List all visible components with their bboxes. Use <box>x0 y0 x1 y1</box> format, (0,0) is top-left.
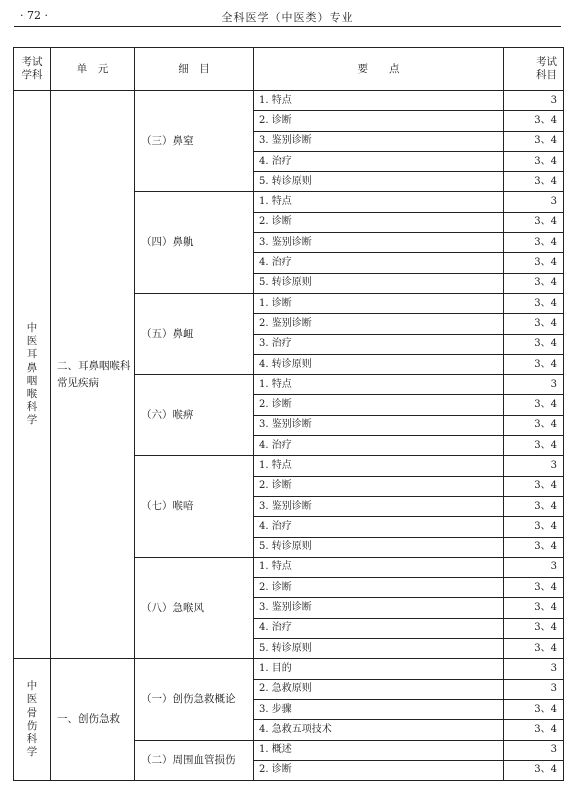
point-cell: 3. 鉴别诊断 <box>254 496 504 516</box>
level-cell: 3 <box>504 192 564 212</box>
point-cell: 1. 特点 <box>254 375 504 395</box>
table-body <box>14 91 564 781</box>
column-header-subject-text: 考试学科 <box>21 56 43 81</box>
column-header-unit: 单 元 <box>51 48 135 91</box>
level-cell: 3 <box>504 557 564 577</box>
syllabus-table <box>13 47 564 781</box>
point-cell: 1. 特点 <box>254 557 504 577</box>
detail-cell: （七）喉喑 <box>135 456 254 557</box>
point-cell: 4. 急救五项技术 <box>254 720 504 740</box>
detail-cell: （五）鼻衄 <box>135 293 254 374</box>
level-cell: 3、4 <box>504 598 564 618</box>
point-cell: 1. 特点 <box>254 91 504 111</box>
detail-cell: （四）鼻鼽 <box>135 192 254 293</box>
unit-cell: 一、创伤急救 <box>51 659 135 781</box>
detail-cell: （三）鼻窒 <box>135 91 254 192</box>
level-cell: 3、4 <box>504 415 564 435</box>
table-header-row <box>14 48 564 91</box>
level-cell: 3、4 <box>504 354 564 374</box>
point-cell: 5. 转诊原则 <box>254 172 504 192</box>
point-cell: 3. 鉴别诊断 <box>254 233 504 253</box>
page-title: 全科医学（中医类）专业 <box>221 11 354 24</box>
table-row <box>14 659 564 679</box>
level-cell: 3 <box>504 91 564 111</box>
unit-cell: 二、耳鼻咽喉科常见疾病 <box>51 91 135 659</box>
level-cell: 3、4 <box>504 293 564 313</box>
level-cell: 3、4 <box>504 476 564 496</box>
level-cell: 3、4 <box>504 436 564 456</box>
point-cell: 1. 特点 <box>254 192 504 212</box>
subject-cell <box>14 659 51 781</box>
column-header-subject <box>14 48 51 91</box>
detail-cell: （六）喉痹 <box>135 375 254 456</box>
point-cell: 2. 诊断 <box>254 111 504 131</box>
level-cell: 3 <box>504 740 564 760</box>
point-cell: 5. 转诊原则 <box>254 639 504 659</box>
point-cell: 1. 特点 <box>254 456 504 476</box>
point-cell: 2. 鉴别诊断 <box>254 314 504 334</box>
level-cell: 3、4 <box>504 395 564 415</box>
level-cell: 3、4 <box>504 760 564 780</box>
point-cell: 5. 转诊原则 <box>254 537 504 557</box>
point-cell: 3. 鉴别诊断 <box>254 131 504 151</box>
level-cell: 3、4 <box>504 496 564 516</box>
level-cell: 3、4 <box>504 334 564 354</box>
point-cell: 4. 治疗 <box>254 253 504 273</box>
level-cell: 3、4 <box>504 618 564 638</box>
point-cell: 4. 治疗 <box>254 151 504 171</box>
level-cell: 3、4 <box>504 517 564 537</box>
point-cell: 2. 诊断 <box>254 476 504 496</box>
level-cell: 3、4 <box>504 720 564 740</box>
point-cell: 5. 转诊原则 <box>254 273 504 293</box>
point-cell: 4. 治疗 <box>254 618 504 638</box>
column-header-point: 要 点 <box>254 48 504 91</box>
point-cell: 2. 急救原则 <box>254 679 504 699</box>
column-header-level-text: 考试科目 <box>536 56 557 81</box>
page-number: · 72 · <box>20 9 48 22</box>
level-cell: 3、4 <box>504 151 564 171</box>
point-cell: 2. 诊断 <box>254 578 504 598</box>
point-cell: 1. 概述 <box>254 740 504 760</box>
level-cell: 3 <box>504 456 564 476</box>
level-cell: 3、4 <box>504 273 564 293</box>
detail-cell: （二）周围血管损伤 <box>135 740 254 781</box>
column-header-detail: 细 目 <box>135 48 254 91</box>
point-cell: 2. 诊断 <box>254 212 504 232</box>
level-cell: 3、4 <box>504 639 564 659</box>
level-cell: 3、4 <box>504 253 564 273</box>
point-cell: 4. 治疗 <box>254 517 504 537</box>
point-cell: 4. 转诊原则 <box>254 354 504 374</box>
level-cell: 3、4 <box>504 537 564 557</box>
point-cell: 3. 治疗 <box>254 334 504 354</box>
level-cell: 3、4 <box>504 131 564 151</box>
point-cell: 4. 治疗 <box>254 436 504 456</box>
level-cell: 3、4 <box>504 699 564 719</box>
point-cell: 2. 诊断 <box>254 760 504 780</box>
level-cell: 3 <box>504 375 564 395</box>
level-cell: 3、4 <box>504 212 564 232</box>
point-cell: 3. 步骤 <box>254 699 504 719</box>
level-cell: 3、4 <box>504 172 564 192</box>
subject-name: 中医耳鼻咽喉科学 <box>26 322 38 427</box>
column-header-level <box>504 48 564 91</box>
level-cell: 3、4 <box>504 314 564 334</box>
point-cell: 2. 诊断 <box>254 395 504 415</box>
level-cell: 3、4 <box>504 111 564 131</box>
level-cell: 3 <box>504 679 564 699</box>
level-cell: 3、4 <box>504 578 564 598</box>
subject-name: 中医骨伤科学 <box>26 680 38 758</box>
point-cell: 3. 鉴别诊断 <box>254 415 504 435</box>
level-cell: 3 <box>504 659 564 679</box>
table-row <box>14 91 564 111</box>
page-header <box>14 6 561 27</box>
point-cell: 1. 目的 <box>254 659 504 679</box>
detail-cell: （一）创伤急救概论 <box>135 659 254 740</box>
detail-cell: （八）急喉风 <box>135 557 254 658</box>
point-cell: 1. 诊断 <box>254 293 504 313</box>
point-cell: 3. 鉴别诊断 <box>254 598 504 618</box>
subject-cell <box>14 91 51 659</box>
level-cell: 3、4 <box>504 233 564 253</box>
